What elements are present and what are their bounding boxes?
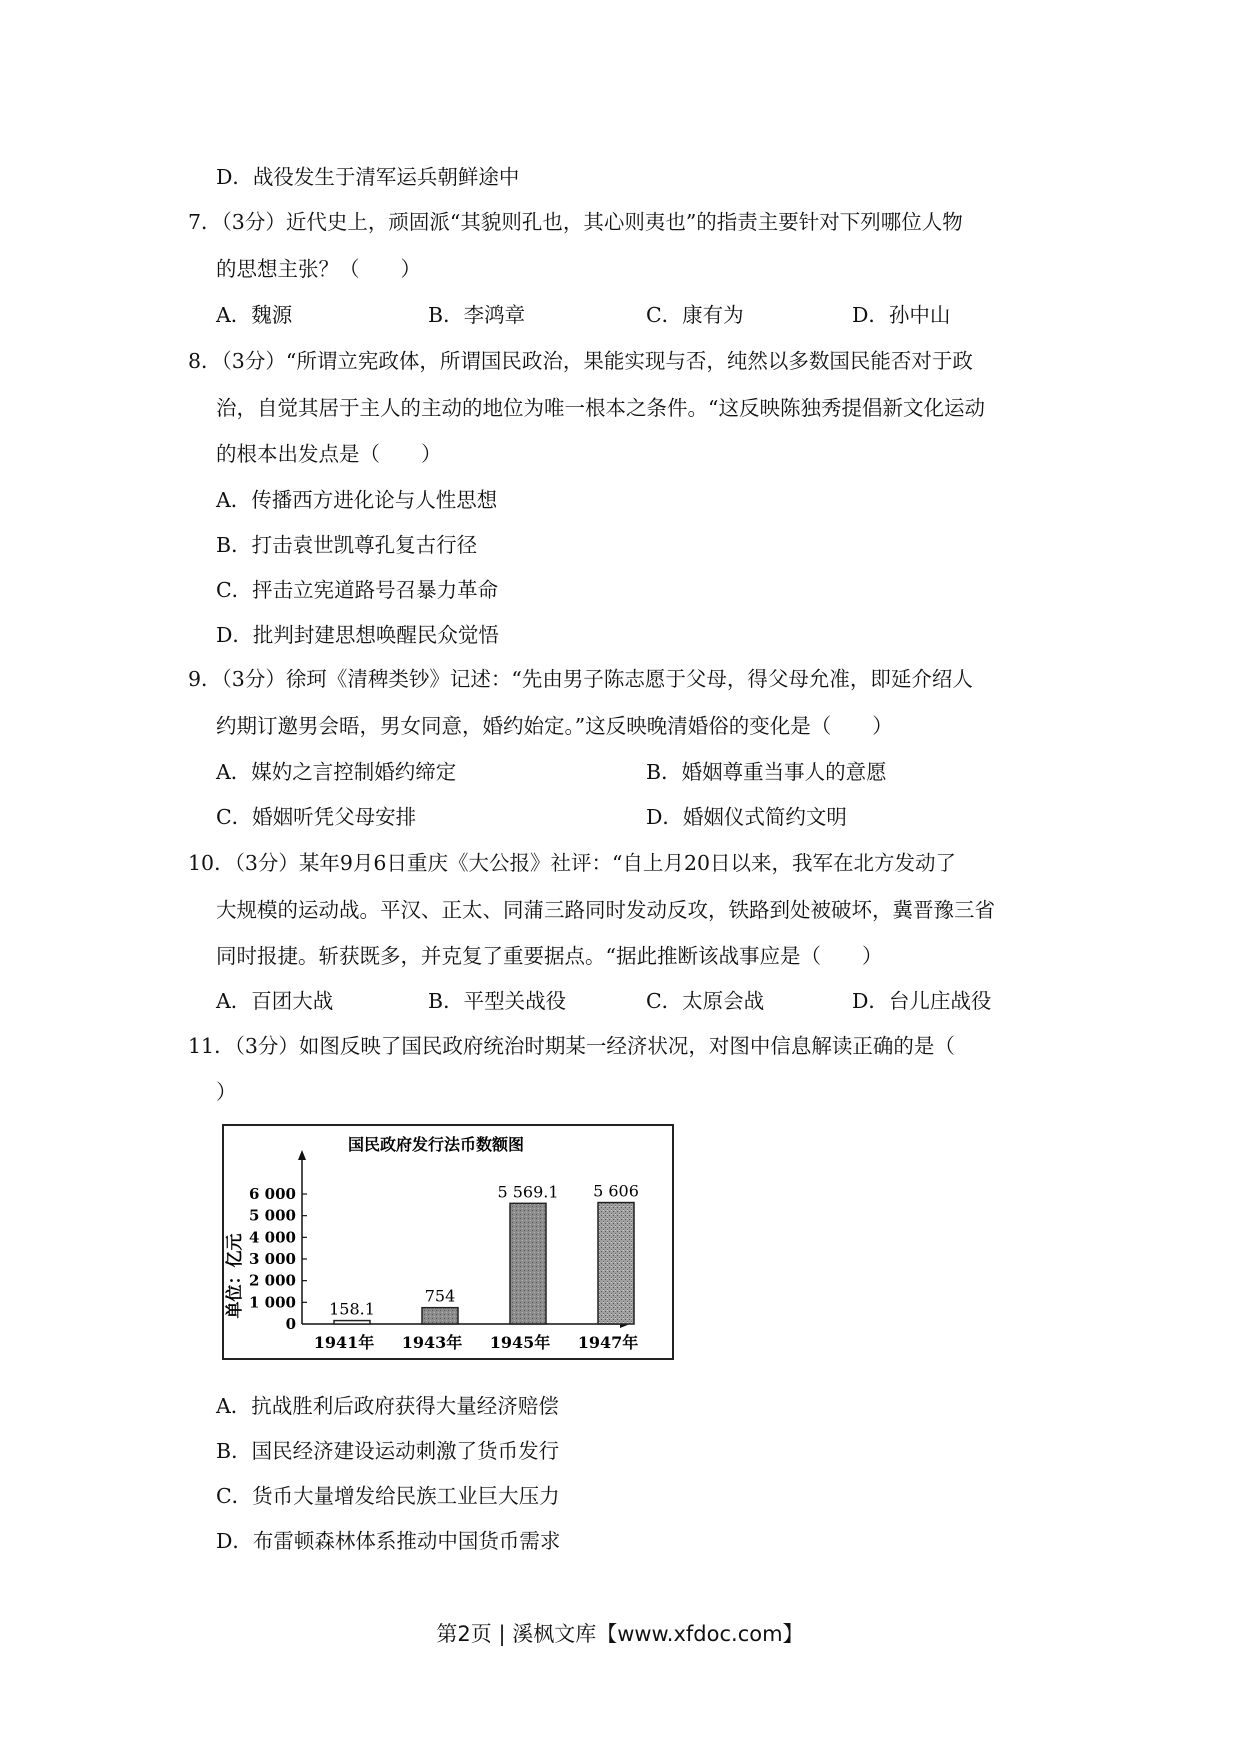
q10-option-a: A．百团大战 — [216, 989, 334, 1013]
q11-option-a: A．抗战胜利后政府获得大量经济赔偿 — [216, 1394, 559, 1418]
q8-stem-line-1: 8．（3分）“所谓立宪政体，所谓国民政治，果能实现与否，纯然以多数国民能否对于政 — [188, 349, 973, 373]
chart-y-tick-label: 4 000 — [249, 1228, 296, 1247]
q8-stem-line-2: 治，自觉其居于主人的主动的地位为唯一根本之条件。“这反映陈独秀提倡新文化运动 — [216, 396, 985, 420]
q10-option-d: D．台儿庄战役 — [852, 989, 992, 1013]
q9-option-d: D．婚姻仪式简约文明 — [646, 805, 847, 829]
chart-x-tick-label: 1947年 — [577, 1333, 639, 1352]
chart-y-tick-label: 1 000 — [249, 1293, 296, 1312]
q10-option-b: B．平型关战役 — [428, 989, 567, 1013]
chart-data-label: 754 — [424, 1286, 456, 1306]
q8-option-a: A．传播西方进化论与人性思想 — [216, 488, 498, 512]
chart-y-axis-label: 单位：亿元 — [225, 1233, 245, 1319]
chart-bar — [334, 1321, 370, 1324]
chart-bars — [329, 1182, 639, 1324]
chart-y-tick-label: 3 000 — [249, 1250, 296, 1268]
q10-stem-line-2: 大规模的运动战。平汉、正太、同蒲三路同时发动反攻，铁路到处被破坏，冀晋豫三省 — [216, 898, 995, 922]
chart-x-tick-label: 1945年 — [489, 1333, 551, 1352]
chart-y-tick-label: 0 — [285, 1315, 296, 1333]
q11-stem-line-2: ） — [216, 1080, 237, 1104]
q7-option-b: B．李鸿章 — [428, 303, 526, 327]
q6-option-d: D．战役发生于清军运兵朝鲜途中 — [216, 165, 520, 189]
q7-option-a: A．魏源 — [216, 303, 293, 327]
chart-x-tick-label: 1943年 — [401, 1333, 463, 1352]
q8-option-c: C．抨击立宪道路号召暴力革命 — [216, 578, 499, 602]
q9-stem-line-1: 9．（3分）徐珂《清稗类钞》记述：“先由男子陈志愿于父母，得父母允准，即延介绍人 — [188, 667, 973, 691]
q9-stem-line-2: 约期订邀男会晤，男女同意，婚约始定。”这反映晚清婚俗的变化是（ ） — [216, 714, 893, 738]
chart-data-label: 5 569.1 — [497, 1182, 559, 1202]
q9-option-a: A．媒妁之言控制婚约缔定 — [216, 760, 457, 784]
currency-issuance-chart — [222, 1124, 674, 1360]
chart-data-label: 5 606 — [593, 1181, 639, 1201]
chart-data-label: 158.1 — [329, 1299, 375, 1319]
chart-y-ticks — [249, 1185, 307, 1333]
chart-svg — [224, 1126, 672, 1358]
q8-stem-line-3: 的根本出发点是（ ） — [216, 442, 442, 466]
q9-option-b: B．婚姻尊重当事人的意愿 — [646, 760, 887, 784]
q9-option-c: C．婚姻听凭父母安排 — [216, 805, 417, 829]
q11-option-b: B．国民经济建设运动刺激了货币发行 — [216, 1439, 560, 1463]
q10-option-c: C．太原会战 — [646, 989, 765, 1013]
q8-option-d: D．批判封建思想唤醒民众觉悟 — [216, 623, 499, 647]
page-footer: 第2页 | 溪枫文库【www.xfdoc.com】 — [436, 1622, 804, 1646]
q10-stem-line-3: 同时报捷。斩获既多，并克复了重要据点。“据此推断该战事应是（ ） — [216, 944, 883, 968]
chart-title: 国民政府发行法币数额图 — [347, 1135, 525, 1154]
q11-option-d: D．布雷顿森林体系推动中国货币需求 — [216, 1529, 561, 1553]
chart-y-tick-label: 6 000 — [249, 1185, 296, 1203]
q8-option-b: B．打击袁世凯尊孔复古行径 — [216, 533, 478, 557]
chart-y-tick-label: 5 000 — [249, 1206, 296, 1225]
q7-option-c: C．康有为 — [646, 303, 744, 327]
chart-bar — [510, 1203, 546, 1324]
q11-stem-line-1: 11．（3分）如图反映了国民政府统治时期某一经济状况，对图中信息解读正确的是（ — [188, 1034, 955, 1058]
chart-bar — [598, 1203, 634, 1324]
q7-option-d: D．孙中山 — [852, 303, 951, 327]
q11-option-c: C．货币大量增发给民族工业巨大压力 — [216, 1484, 560, 1508]
chart-x-tick-label: 1941年 — [313, 1333, 375, 1352]
chart-y-tick-label: 2 000 — [249, 1271, 296, 1290]
q7-stem-line-2: 的思想主张？（ ） — [216, 257, 421, 281]
chart-bar — [422, 1308, 458, 1324]
chart-y-axis-arrow — [298, 1150, 306, 1160]
q7-stem-line-1: 7．（3分）近代史上，顽固派“其貌则孔也，其心则夷也”的指责主要针对下列哪位人物 — [188, 210, 963, 234]
chart-x-tick-labels — [314, 1333, 639, 1352]
q10-stem-line-1: 10．（3分）某年9月6日重庆《大公报》社评：“自上月20日以来，我军在北方发动了 — [188, 851, 957, 875]
